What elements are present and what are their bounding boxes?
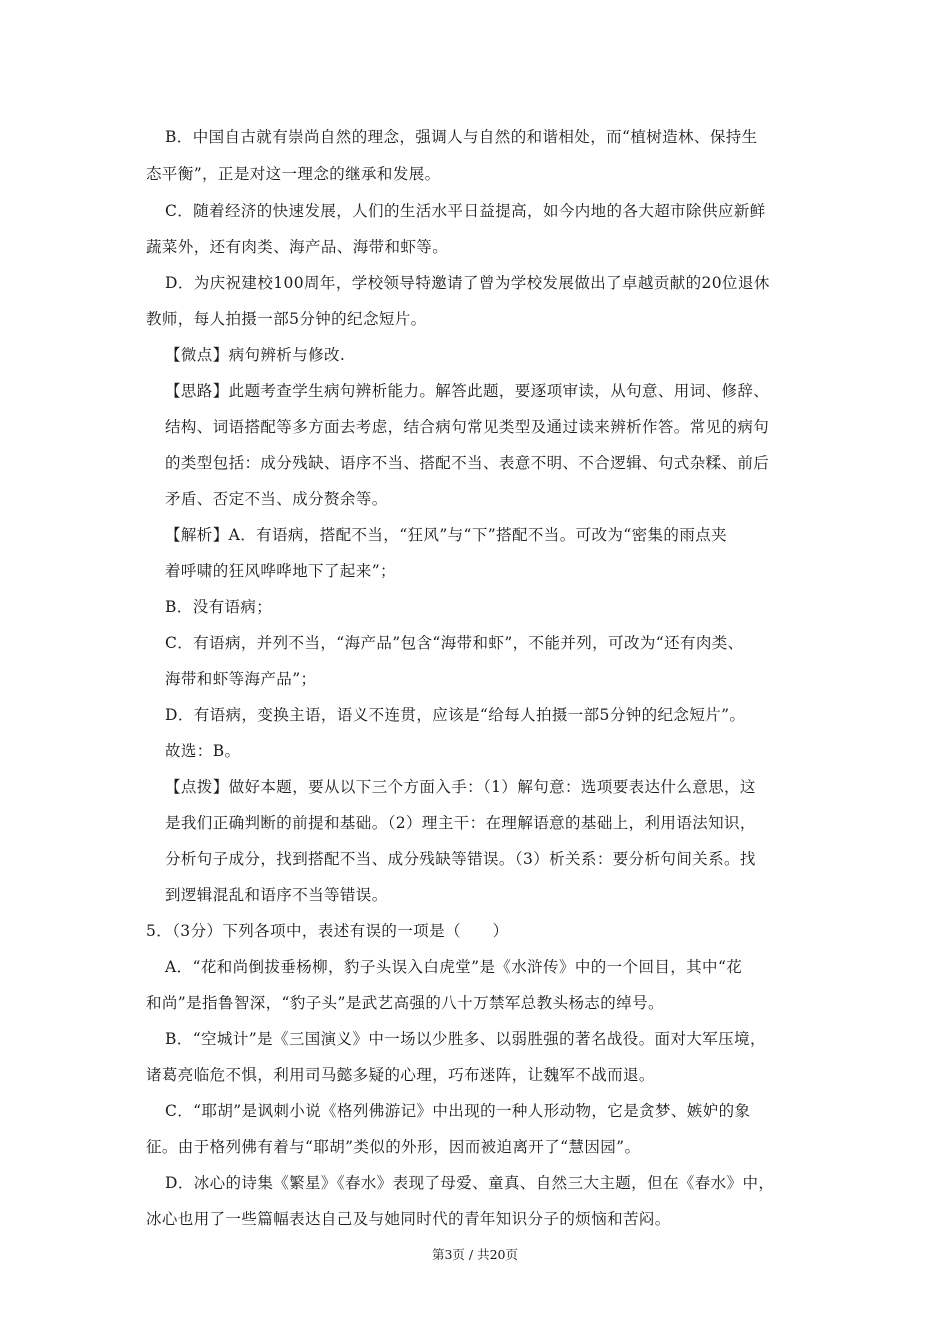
silu-line-1: 【思路】此题考查学生病句辨析能力。解答此题，要逐项审读，从句意、用词、修辞、	[165, 382, 770, 400]
q5-option-d-line-2: 冰心也用了一些篇幅表达自己及与她同时代的青年知识分子的烦恼和苦闷。	[146, 1210, 671, 1228]
silu-line-2: 结构、词语搭配等多方面去考虑，结合病句常见类型及通过读来辨析作答。常见的病句	[165, 418, 770, 436]
dianbo-line-3: 分析句子成分，找到搭配不当、成分残缺等错误。（3）析关系：要分析句间关系。找	[165, 850, 756, 868]
jiexi-line-1: 【解析】A．有语病，搭配不当，“狂风”与“下”搭配不当。可改为“密集的雨点夹	[165, 526, 728, 544]
q5-option-d-line-1: D．冰心的诗集《繁星》《春水》表现了母爱、童真、自然三大主题，但在《春水》中，	[165, 1174, 775, 1192]
q5-option-c-line-1: C．“耶胡”是讽刺小说《格列佛游记》中出现的一种人形动物，它是贪梦、嫉妒的象	[165, 1102, 751, 1120]
q5-option-c-line-2: 征。由于格列佛有着与“耶胡”类似的外形，因而被迫离开了“慧因园”。	[146, 1138, 641, 1156]
question-5-title: 5．（3分）下列各项中，表述有误的一项是（ ）	[146, 922, 509, 940]
option-d-line-1: D．为庆祝建校100周年，学校领导特邀请了曾为学校发展做出了卓越贡献的20位退休	[165, 274, 770, 292]
option-c-line-2: 蔬菜外，还有肉类、海产品、海带和虾等。	[146, 238, 449, 256]
silu-line-3: 的类型包括：成分残缺、语序不当、搭配不当、表意不明、不合逻辑、句式杂糅、前后	[165, 454, 770, 472]
option-b-line-1: B．中国自古就有崇尚自然的理念，强调人与自然的和谐相处，而“植树造林、保持生	[165, 128, 758, 146]
dianbo-line-1: 【点拨】做好本题，要从以下三个方面入手：（1）解句意：选项要表达什么意思，这	[165, 778, 756, 796]
q5-option-a-line-1: A．“花和尚倒拔垂杨柳，豹子头误入白虎堂”是《水浒传》中的一个回目，其中“花	[165, 958, 743, 976]
answer-choice: 故选：B。	[165, 742, 241, 760]
option-c-line-1: C．随着经济的快速发展，人们的生活水平日益提高，如今内地的各大超市除供应新鲜	[165, 202, 766, 220]
dianbo-line-4: 到逻辑混乱和语序不当等错误。	[165, 886, 388, 904]
jiexi-b: B．没有语病；	[165, 598, 273, 616]
silu-line-4: 矛盾、否定不当、成分赘余等。	[165, 490, 388, 508]
option-b-line-2: 态平衡”，正是对这一理念的继承和发展。	[146, 165, 441, 183]
jiexi-c-line-2: 海带和虾等海产品”；	[165, 670, 317, 688]
weidian-note: 【微点】病句辨析与修改.	[165, 346, 346, 364]
jiexi-d: D．有语病，变换主语，语义不连贯，应该是“给每人拍摄一部5分钟的纪念短片”。	[165, 706, 746, 724]
q5-option-b-line-1: B．“空城计”是《三国演义》中一场以少胜多、以弱胜强的著名战役。面对大军压境，	[165, 1030, 766, 1048]
q5-option-b-line-2: 诸葛亮临危不惧，利用司马懿多疑的心理，巧布迷阵，让魏军不战而退。	[146, 1066, 655, 1084]
q5-option-a-line-2: 和尚”是指鲁智深，“豹子头”是武艺高强的八十万禁军总教头杨志的绰号。	[146, 994, 664, 1012]
jiexi-c-line-1: C．有语病，并列不当，“海产品”包含“海带和虾”，不能并列，可改为“还有肉类、	[165, 634, 744, 652]
jiexi-line-2: 着呼啸的狂风哗哗地下了起来”；	[165, 562, 396, 580]
page-number-footer: 第3页 / 共20页	[431, 1247, 519, 1262]
option-d-line-2: 教师，每人拍摄一部5分钟的纪念短片。	[146, 310, 427, 328]
dianbo-line-2: 是我们正确判断的前提和基础。（2）理主干：在理解语意的基础上，利用语法知识，	[165, 814, 756, 832]
